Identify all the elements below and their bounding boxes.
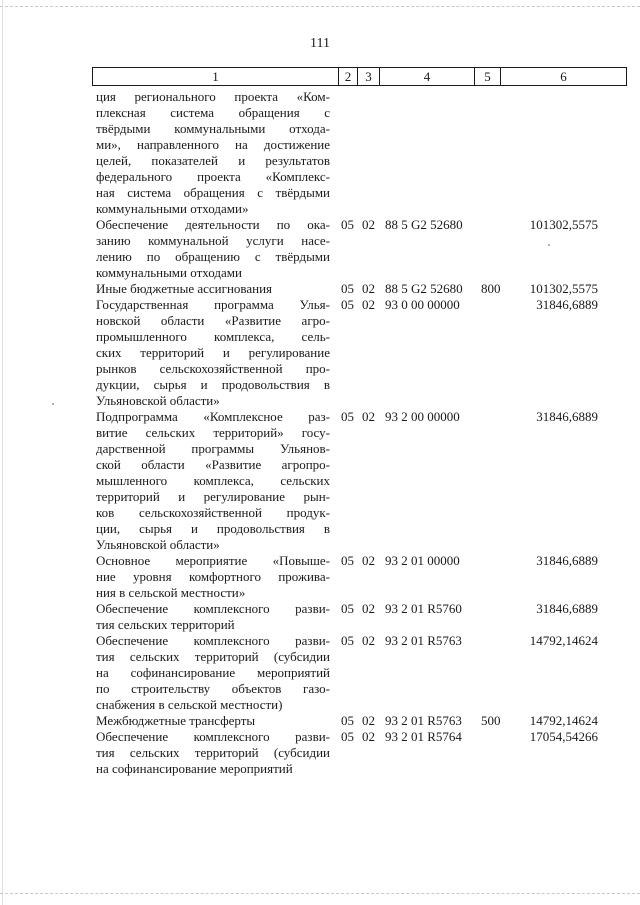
table-row: [0, 281, 640, 297]
row-description: [96, 281, 330, 297]
description-line: новской области «Развитие агро-: [96, 313, 330, 328]
row-description: [96, 713, 330, 729]
subsection-code: 02: [362, 713, 375, 728]
description-line: дарственной программы Ульянов-: [96, 441, 330, 456]
description-line: Ульяновской области»: [96, 393, 220, 408]
header-col-4: 4: [380, 68, 475, 86]
table-row: [0, 89, 640, 217]
subsection-code: 02: [362, 297, 375, 312]
description-line: Государственная программа Улья-: [96, 297, 330, 312]
section-code: 05: [341, 281, 354, 296]
section-code: 05: [341, 217, 354, 232]
description-line: твёрдыми коммунальными отхода-: [96, 121, 330, 136]
row-description: [96, 729, 330, 777]
header-col-1: 1: [93, 68, 339, 86]
description-line: Обеспечение комплексного разви-: [96, 601, 330, 616]
description-line: тия сельских территорий (субсидии: [96, 745, 330, 760]
target-article-code: 93 2 00 00000: [385, 409, 460, 424]
description-line: Подпрограмма «Комплексное раз-: [96, 409, 330, 424]
table-row: [0, 713, 640, 729]
description-line: ков сельскохозяйственной продук-: [96, 505, 330, 520]
table-row: [0, 553, 640, 601]
description-line: ния в сельской местности»: [96, 585, 246, 600]
scan-edge-top: [0, 6, 640, 7]
description-line: ских территорий и регулирование: [96, 345, 330, 360]
subsection-code: 02: [362, 729, 375, 744]
table-row: [0, 217, 640, 281]
table-row: [0, 409, 640, 553]
header-col-3: 3: [358, 68, 380, 86]
expense-type-code: 800: [481, 281, 501, 296]
section-code: 05: [341, 297, 354, 312]
description-line: на софинансирование мероприятий: [96, 665, 330, 680]
description-line: ции, сырья и продовольствия в: [96, 521, 330, 536]
description-line: рынков сельскохозяйственной про-: [96, 361, 330, 376]
description-line: промышленного комплекса, сель-: [96, 329, 330, 344]
description-line: тия сельских территорий: [96, 617, 235, 632]
description-line: дукции, сырья и продовольствия в: [96, 377, 330, 392]
subsection-code: 02: [362, 409, 375, 424]
description-line: Обеспечение комплексного разви-: [96, 729, 330, 744]
table-row: [0, 601, 640, 633]
row-description: [96, 409, 330, 553]
section-code: 05: [341, 729, 354, 744]
row-description: [96, 297, 330, 409]
description-line: плексная система обращения с: [96, 105, 330, 120]
description-line: территорий и регулирование рын-: [96, 489, 330, 504]
subsection-code: 02: [362, 601, 375, 616]
table-row: [0, 633, 640, 713]
scan-edge-bottom: [0, 893, 640, 894]
target-article-code: 93 0 00 00000: [385, 297, 460, 312]
description-line: на софинансирование мероприятий: [96, 761, 293, 776]
subsection-code: 02: [362, 217, 375, 232]
table-row: [0, 297, 640, 409]
amount: 31846,6889: [536, 409, 598, 424]
target-article-code: 93 2 01 R5763: [385, 713, 462, 728]
column-header-table: [92, 67, 627, 86]
amount: 14792,14624: [529, 713, 598, 728]
description-line: Иные бюджетные ассигнования: [96, 281, 273, 296]
description-line: витие сельских территорий» госу-: [96, 425, 330, 440]
description-line: ние уровня комфортного прожива-: [96, 569, 330, 584]
subsection-code: 02: [362, 553, 375, 568]
amount: 31846,6889: [536, 297, 598, 312]
amount: 17054,54266: [529, 729, 598, 744]
row-description: [96, 553, 330, 601]
row-description: [96, 217, 330, 281]
target-article-code: 93 2 01 R5760: [385, 601, 462, 616]
description-line: ми», направленного на достижение: [96, 137, 330, 152]
description-line: ция регионального проекта «Ком-: [96, 89, 330, 104]
description-line: Ульяновской области»: [96, 537, 220, 552]
subsection-code: 02: [362, 633, 375, 648]
table-row: [0, 729, 640, 777]
description-line: Обеспечение комплексного разви-: [96, 633, 330, 648]
amount: 31846,6889: [536, 601, 598, 616]
section-code: 05: [341, 713, 354, 728]
row-description: [96, 89, 330, 217]
target-article-code: 93 2 01 R5764: [385, 729, 462, 744]
row-description: [96, 633, 330, 713]
description-line: коммунальными отходами: [96, 265, 242, 280]
description-line: Основное мероприятие «Повыше-: [96, 553, 330, 568]
description-line: занию коммунальной услуги насе-: [96, 233, 330, 248]
header-col-6: 6: [501, 68, 627, 86]
description-line: ная система обращения с твёрдыми: [96, 185, 330, 200]
section-code: 05: [341, 633, 354, 648]
budget-table-body: [0, 89, 640, 777]
header-col-2: 2: [339, 68, 358, 86]
description-line: целей, показателей и результатов: [96, 153, 330, 168]
description-line: мышленного комплекса, сельских: [96, 473, 330, 488]
target-article-code: 93 2 01 R5763: [385, 633, 462, 648]
target-article-code: 93 2 01 00000: [385, 553, 460, 568]
section-code: 05: [341, 409, 354, 424]
row-description: [96, 601, 330, 633]
amount: 31846,6889: [536, 553, 598, 568]
description-line: тия сельских территорий (субсидии: [96, 649, 330, 664]
target-article-code: 88 5 G2 52680: [385, 281, 463, 296]
target-article-code: 88 5 G2 52680: [385, 217, 463, 232]
description-line: Обеспечение деятельности по ока-: [96, 217, 330, 232]
header-col-5: 5: [475, 68, 501, 86]
description-line: Межбюджетные трансферты: [96, 713, 256, 728]
section-code: 05: [341, 553, 354, 568]
section-code: 05: [341, 601, 354, 616]
description-line: ской области «Развитие агропро-: [96, 457, 330, 472]
page-number: 111: [310, 36, 330, 51]
description-line: лению по обращению с твёрдыми: [96, 249, 330, 264]
expense-type-code: 500: [481, 713, 501, 728]
description-line: по строительству объектов газо-: [96, 681, 330, 696]
amount: 101302,5575: [529, 217, 598, 232]
description-line: коммунальными отходами»: [96, 201, 249, 216]
amount: 101302,5575: [529, 281, 598, 296]
subsection-code: 02: [362, 281, 375, 296]
amount: 14792,14624: [529, 633, 598, 648]
description-line: снабжения в сельской местности): [96, 697, 283, 712]
description-line: федерального проекта «Комплекс-: [96, 169, 330, 184]
